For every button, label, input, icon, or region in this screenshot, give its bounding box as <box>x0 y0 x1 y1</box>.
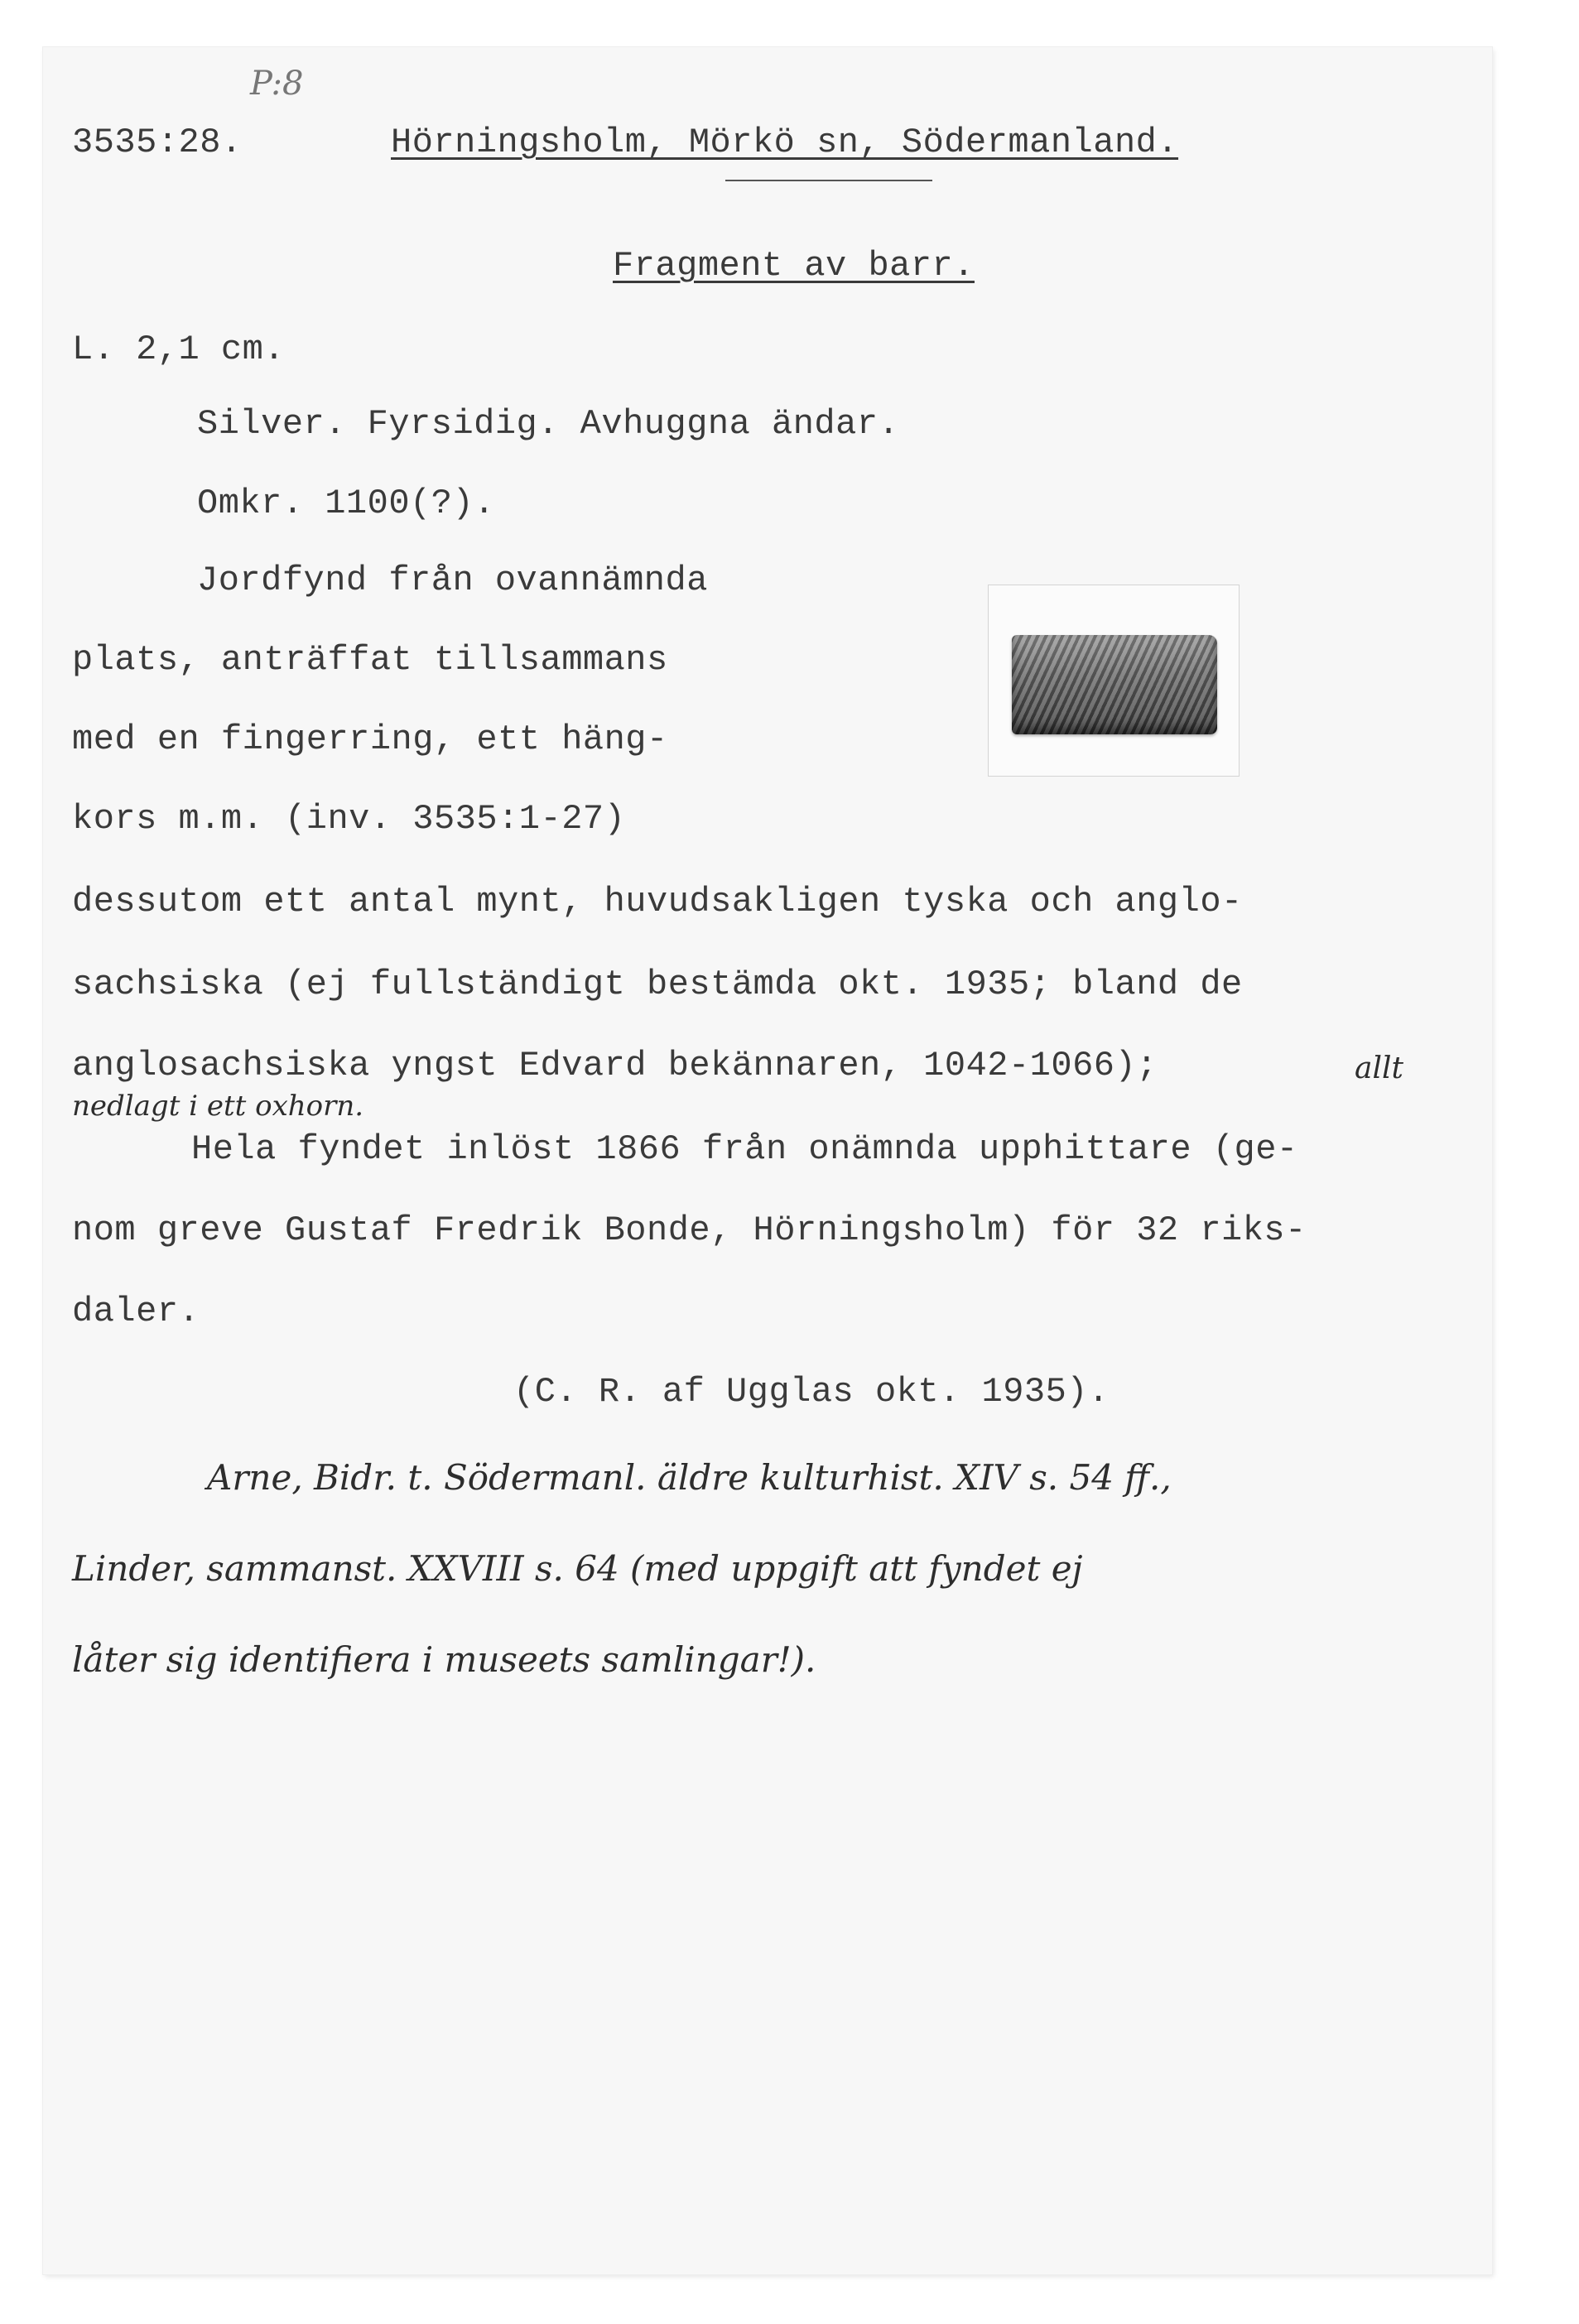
cataloguer-signature: (C. R. af Ugglas okt. 1935). <box>513 1372 1110 1412</box>
silver-bar-image <box>1012 635 1217 734</box>
text-line: nom greve Gustaf Fredrik Bonde, Hörningsholm) för 32 riks- <box>72 1210 1307 1250</box>
pencil-mark: P:8 <box>250 65 304 103</box>
object-length: L. 2,1 cm. <box>72 330 286 369</box>
handwritten-reference: Linder, sammanst. XXVIII s. 64 (med uppgift att fyndet ej <box>72 1548 1083 1589</box>
object-material: Silver. Fyrsidig. Avhuggna ändar. <box>197 404 900 444</box>
inventory-number: 3535:28. <box>72 123 243 162</box>
object-photo <box>988 585 1240 777</box>
handwritten-insert-line: nedlagt i ett oxhorn. <box>72 1090 364 1123</box>
text-line: anglosachsiska yngst Edvard bekännaren, 1042-1066); <box>72 1046 1158 1085</box>
object-title: Fragment av barr. <box>613 246 975 286</box>
text-line: dessutom ett antal mynt, huvudsakligen tyska och anglo- <box>72 882 1243 921</box>
handwritten-reference: Arne, Bidr. t. Södermanl. äldre kulturhist. XIV s. 54 ff., <box>207 1457 1172 1498</box>
text-line: Hela fyndet inlöst 1866 från onämnda upphittare (ge- <box>191 1129 1298 1169</box>
text-line: med en fingerring, ett häng- <box>72 719 668 759</box>
text-line: kors m.m. (inv. 3535:1-27) <box>72 799 626 839</box>
handwritten-reference: låter sig identifiera i museets samlingar!). <box>72 1639 816 1680</box>
object-date: Omkr. 1100(?). <box>197 484 495 523</box>
handwritten-insert-end: allt <box>1355 1051 1403 1085</box>
text-line: sachsiska (ej fullständigt bestämda okt. 1935; bland de <box>72 965 1243 1004</box>
location-underline-rule <box>725 180 932 181</box>
text-line: daler. <box>72 1292 200 1331</box>
text-line: plats, anträffat tillsammans <box>72 640 668 680</box>
find-location: Hörningsholm, Mörkö sn, Södermanland. <box>391 123 1179 162</box>
text-line: Jordfynd från ovannämnda <box>197 561 708 600</box>
